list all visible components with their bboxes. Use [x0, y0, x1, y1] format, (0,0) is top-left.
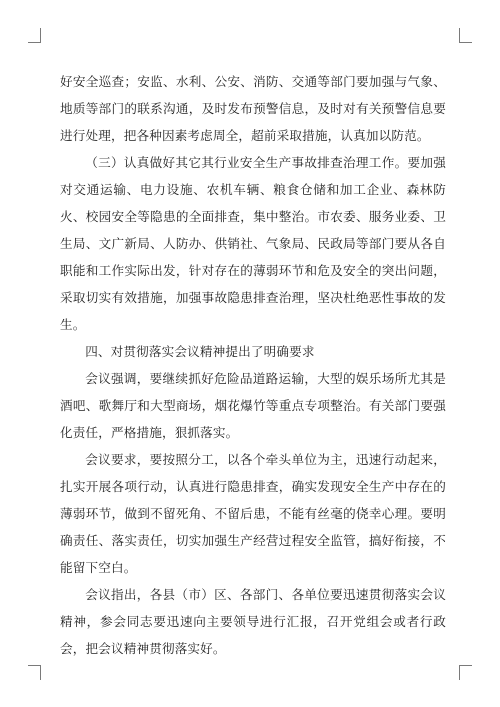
crop-mark-top-left [28, 28, 41, 43]
paragraph-meeting-emphasis: 会议强调，要继续抓好危险品道路运输，大型的娱乐场所尤其是酒吧、歌舞厅和大型商场，烟花爆竹等重点专项整治。有关部门要强化责任，严格措施，狠抓落实。 [60, 371, 446, 440]
document-body [60, 68, 446, 662]
crop-mark-bottom-right [459, 665, 472, 680]
crop-mark-top-right [459, 28, 472, 43]
section-heading-four: 四、对贯彻落实会议精神提出了明确要求 [85, 344, 315, 359]
crop-mark-bottom-left [28, 665, 41, 680]
paragraph-meeting-requirements: 会议要求，要按照分工，以各个牵头单位为主，迅速行动起来，扎实开展各项行动，认真进行隐患排查，确实发现安全生产中存在的薄弱环节，做到不留死角、不留后患，不能有丝毫的侥幸心理。要明确责任、落实责任，切实加强生产经营过程安全监管，搞好衔接，不能留下空白。 [60, 452, 446, 575]
paragraph-meeting-instructions: 会议指出，各县（市）区、各部门、各单位要迅速贯彻落实会议精神，参会同志要迅速向主要领导进行汇报，召开党组会或者行政会，把会议精神贯彻落实好。 [60, 587, 446, 656]
paragraph-inspection-continuation: 好安全巡查；安监、水利、公安、消防、交通等部门要加强与气象、地质等部门的联系沟通，及时发布预警信息，及时对有关预警信息要进行处理，把各种因素考虑周全，超前采取措施，认真加以防范。 [60, 74, 446, 143]
paragraph-section-three: （三）认真做好其它其行业安全生产事故排查治理工作。要加强对交通运输、电力设施、农机车辆、粮食仓储和加工企业、森林防火、校园安全等隐患的全面排查，集中整治。市农委、服务业委、卫生局、文广新局、人防办、供销社、气象局、民政局等部门要从各自职能和工作实际出发，针对存在的薄弱环节和危及安全的突出问题，采取切实有效措施，加强事故隐患排查治理，坚决杜绝恶性事故的发生。 [60, 155, 446, 332]
